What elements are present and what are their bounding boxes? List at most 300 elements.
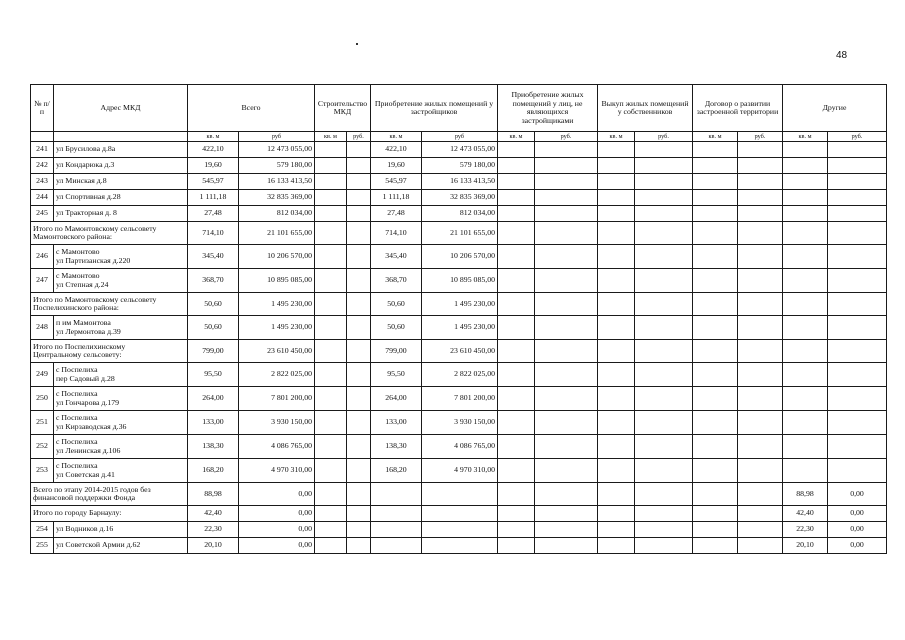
empty-cell	[693, 483, 738, 506]
total-sum: 10 895 085,00	[239, 269, 315, 293]
total-area: 42,40	[188, 506, 239, 522]
developer-area: 799,00	[371, 340, 422, 363]
empty-cell	[693, 158, 738, 174]
empty-cell	[693, 435, 738, 459]
empty-cell	[498, 222, 535, 245]
empty-cell	[535, 459, 598, 483]
empty-cell	[693, 411, 738, 435]
subtotal-row	[31, 340, 887, 363]
address-line: ул Кондарюка д.3	[56, 160, 115, 170]
construction-area	[315, 506, 347, 522]
unit-sqm: кв. м	[371, 132, 422, 142]
empty-cell	[738, 222, 783, 245]
empty-cell	[693, 206, 738, 222]
empty-cell	[738, 522, 783, 538]
total-sum: 812 034,00	[239, 206, 315, 222]
address-line: ул Советской Армии д.62	[56, 540, 141, 550]
empty-cell	[635, 316, 693, 340]
construction-sum	[347, 411, 371, 435]
other-area: 20,10	[783, 538, 828, 554]
address-cell	[54, 206, 188, 222]
empty-cell	[598, 142, 635, 158]
table-row	[31, 363, 887, 387]
other-area	[783, 190, 828, 206]
row-number: 242	[31, 158, 54, 174]
other-area	[783, 363, 828, 387]
empty-cell	[635, 387, 693, 411]
other-area	[783, 387, 828, 411]
empty-cell	[635, 411, 693, 435]
total-sum: 0,00	[239, 483, 315, 506]
developer-area: 1 111,18	[371, 190, 422, 206]
developer-area: 50,60	[371, 316, 422, 340]
developer-sum: 4 086 765,00	[422, 435, 498, 459]
subtotal-label-line: Итого по городу Барнаулу:	[33, 508, 122, 518]
subtotal-label	[31, 483, 188, 506]
empty-cell	[598, 522, 635, 538]
row-number: 253	[31, 459, 54, 483]
address-cell	[54, 522, 188, 538]
empty-cell	[693, 340, 738, 363]
total-sum: 1 495 230,00	[239, 293, 315, 316]
total-area: 264,00	[188, 387, 239, 411]
other-area	[783, 174, 828, 190]
table-row	[31, 206, 887, 222]
unit-sqm: кв. м	[598, 132, 635, 142]
developer-sum: 32 835 369,00	[422, 190, 498, 206]
empty-cell	[738, 506, 783, 522]
empty-cell	[635, 142, 693, 158]
construction-sum	[347, 387, 371, 411]
address-line: ул Лермонтова д.39	[56, 326, 121, 336]
address-line: ул Спортивная д.28	[56, 192, 121, 202]
other-area	[783, 293, 828, 316]
construction-area	[315, 269, 347, 293]
construction-area	[315, 190, 347, 206]
empty-cell	[498, 387, 535, 411]
address-line: ул Тракторная д. 8	[56, 208, 117, 218]
developer-area: 545,97	[371, 174, 422, 190]
construction-area	[315, 158, 347, 174]
other-sum	[828, 245, 887, 269]
other-sum	[828, 387, 887, 411]
other-sum	[828, 363, 887, 387]
empty-cell	[693, 387, 738, 411]
empty-cell	[598, 411, 635, 435]
empty-cell	[693, 363, 738, 387]
empty-cell	[635, 506, 693, 522]
unit-rub: руб.	[535, 132, 598, 142]
empty-cell	[535, 522, 598, 538]
header-construction: Строительство МКД	[315, 85, 371, 132]
empty-cell	[535, 269, 598, 293]
construction-area	[315, 293, 347, 316]
empty-cell	[738, 435, 783, 459]
total-sum: 21 101 655,00	[239, 222, 315, 245]
total-sum: 32 835 369,00	[239, 190, 315, 206]
row-number: 245	[31, 206, 54, 222]
construction-area	[315, 483, 347, 506]
row-number: 241	[31, 142, 54, 158]
housing-resettlement-table	[30, 84, 887, 554]
address-cell	[54, 174, 188, 190]
address-cell	[54, 190, 188, 206]
empty-cell	[635, 206, 693, 222]
empty-cell	[498, 522, 535, 538]
other-sum	[828, 459, 887, 483]
row-number: 244	[31, 190, 54, 206]
address-line: ул Брусилова д.8а	[56, 144, 116, 154]
table-row	[31, 538, 887, 554]
total-sum: 16 133 413,50	[239, 174, 315, 190]
total-area: 95,50	[188, 363, 239, 387]
construction-sum	[347, 506, 371, 522]
empty-cell	[598, 316, 635, 340]
empty-cell	[598, 293, 635, 316]
empty-cell	[535, 538, 598, 554]
total-area: 799,00	[188, 340, 239, 363]
construction-area	[315, 206, 347, 222]
total-area: 50,60	[188, 293, 239, 316]
address-line: пер Садовый д.28	[56, 373, 115, 383]
empty-cell	[535, 293, 598, 316]
empty-cell	[738, 411, 783, 435]
developer-area: 95,50	[371, 363, 422, 387]
subtotal-label-line: Центральному сельсовету:	[33, 350, 122, 359]
other-sum	[828, 206, 887, 222]
empty-cell	[498, 538, 535, 554]
total-sum: 579 180,00	[239, 158, 315, 174]
other-sum	[828, 340, 887, 363]
other-area	[783, 158, 828, 174]
construction-sum	[347, 459, 371, 483]
construction-sum	[347, 158, 371, 174]
total-sum: 7 801 200,00	[239, 387, 315, 411]
total-sum: 12 473 055,00	[239, 142, 315, 158]
empty-cell	[738, 245, 783, 269]
empty-cell	[535, 363, 598, 387]
construction-sum	[347, 190, 371, 206]
empty-cell	[598, 483, 635, 506]
construction-area	[315, 538, 347, 554]
other-sum	[828, 142, 887, 158]
empty-cell	[738, 316, 783, 340]
total-area: 422,10	[188, 142, 239, 158]
row-number: 251	[31, 411, 54, 435]
developer-area	[371, 522, 422, 538]
header-buyout: Выкуп жилых помещений у собственников	[598, 85, 693, 132]
empty-cell	[598, 158, 635, 174]
address-cell	[54, 411, 188, 435]
empty-cell	[598, 269, 635, 293]
total-sum: 0,00	[239, 506, 315, 522]
total-area: 168,20	[188, 459, 239, 483]
developer-sum: 10 206 570,00	[422, 245, 498, 269]
empty-cell	[498, 190, 535, 206]
table-row	[31, 522, 887, 538]
empty-cell	[535, 435, 598, 459]
construction-sum	[347, 174, 371, 190]
total-sum: 0,00	[239, 538, 315, 554]
empty-cell	[498, 506, 535, 522]
address-line: с Мамонтово	[56, 247, 100, 256]
total-area: 133,00	[188, 411, 239, 435]
empty-cell	[498, 340, 535, 363]
subtotal-row	[31, 506, 887, 522]
address-line: ул Минская д.8	[56, 176, 107, 186]
empty-cell	[598, 387, 635, 411]
header-num: № п/п	[31, 85, 54, 132]
empty-cell	[635, 190, 693, 206]
total-area: 27,48	[188, 206, 239, 222]
address-cell	[54, 158, 188, 174]
header-acq-developers: Приобретение жилых помещений у застройщиков	[371, 85, 498, 132]
row-number: 247	[31, 269, 54, 293]
subtotal-label-line: Итого по Мамонтовскому сельсовету	[33, 294, 157, 304]
row-number: 250	[31, 387, 54, 411]
address-line: ул Степная д.24	[56, 279, 109, 289]
units-blank	[54, 132, 188, 142]
total-sum: 0,00	[239, 522, 315, 538]
total-sum: 4 970 310,00	[239, 459, 315, 483]
developer-area: 50,60	[371, 293, 422, 316]
total-sum: 10 206 570,00	[239, 245, 315, 269]
other-sum	[828, 435, 887, 459]
developer-sum	[422, 483, 498, 506]
empty-cell	[498, 435, 535, 459]
other-sum: 0,00	[828, 538, 887, 554]
empty-cell	[635, 538, 693, 554]
construction-area	[315, 222, 347, 245]
empty-cell	[598, 245, 635, 269]
empty-cell	[738, 174, 783, 190]
unit-rub: руб.	[635, 132, 693, 142]
header-other: Другие	[783, 85, 887, 132]
developer-sum: 579 180,00	[422, 158, 498, 174]
empty-cell	[693, 316, 738, 340]
address-line: ул Водников д.16	[56, 524, 114, 534]
empty-cell	[498, 142, 535, 158]
table-row	[31, 174, 887, 190]
other-sum: 0,00	[828, 483, 887, 506]
scan-speck	[356, 43, 358, 45]
developer-area: 168,20	[371, 459, 422, 483]
developer-area: 714,10	[371, 222, 422, 245]
row-number: 248	[31, 316, 54, 340]
empty-cell	[535, 387, 598, 411]
empty-cell	[738, 158, 783, 174]
construction-area	[315, 174, 347, 190]
total-area: 88,98	[188, 483, 239, 506]
subtotal-label	[31, 222, 188, 245]
subtotal-label	[31, 293, 188, 316]
address-cell	[54, 142, 188, 158]
address-line: п им Мамонтова	[56, 318, 111, 327]
developer-sum: 7 801 200,00	[422, 387, 498, 411]
empty-cell	[598, 340, 635, 363]
address-line: ул Партизанская д.220	[56, 255, 131, 265]
empty-cell	[693, 459, 738, 483]
other-sum: 0,00	[828, 522, 887, 538]
subtotal-label-line: Всего по этапу 2014-2015 годов без	[33, 484, 151, 494]
construction-sum	[347, 483, 371, 506]
developer-area: 264,00	[371, 387, 422, 411]
empty-cell	[693, 222, 738, 245]
empty-cell	[738, 340, 783, 363]
address-cell	[54, 269, 188, 293]
other-sum	[828, 158, 887, 174]
empty-cell	[535, 206, 598, 222]
empty-cell	[635, 483, 693, 506]
empty-cell	[635, 522, 693, 538]
empty-cell	[598, 222, 635, 245]
empty-cell	[535, 222, 598, 245]
subtotal-label-line: Поспелихинского района:	[33, 303, 119, 312]
other-area	[783, 316, 828, 340]
empty-cell	[635, 293, 693, 316]
table-row	[31, 190, 887, 206]
empty-cell	[535, 316, 598, 340]
subtotal-label-line: финансовой поддержки Фонда	[33, 493, 136, 502]
construction-area	[315, 387, 347, 411]
construction-area	[315, 316, 347, 340]
table-row	[31, 269, 887, 293]
table-row	[31, 411, 887, 435]
address-line: с Мамонтово	[56, 271, 100, 280]
developer-sum: 3 930 150,00	[422, 411, 498, 435]
empty-cell	[738, 483, 783, 506]
empty-cell	[738, 363, 783, 387]
total-area: 138,30	[188, 435, 239, 459]
developer-sum: 12 473 055,00	[422, 142, 498, 158]
total-sum: 1 495 230,00	[239, 316, 315, 340]
empty-cell	[693, 506, 738, 522]
construction-area	[315, 435, 347, 459]
table-row	[31, 316, 887, 340]
construction-sum	[347, 522, 371, 538]
empty-cell	[738, 538, 783, 554]
construction-sum	[347, 222, 371, 245]
construction-sum	[347, 293, 371, 316]
empty-cell	[635, 435, 693, 459]
address-line: ул Ленинская д.106	[56, 445, 121, 455]
page-number: 48	[836, 50, 848, 61]
empty-cell	[738, 293, 783, 316]
empty-cell	[598, 506, 635, 522]
empty-cell	[535, 245, 598, 269]
empty-cell	[598, 174, 635, 190]
developer-sum: 1 495 230,00	[422, 316, 498, 340]
address-line: с Поспелиха	[56, 437, 98, 446]
developer-area: 422,10	[371, 142, 422, 158]
row-number: 246	[31, 245, 54, 269]
unit-rub: руб	[239, 132, 315, 142]
construction-sum	[347, 363, 371, 387]
developer-area: 19,60	[371, 158, 422, 174]
other-area	[783, 435, 828, 459]
empty-cell	[738, 190, 783, 206]
table-row	[31, 158, 887, 174]
developer-area: 345,40	[371, 245, 422, 269]
empty-cell	[693, 245, 738, 269]
unit-rub: руб.	[347, 132, 371, 142]
other-area: 22,30	[783, 522, 828, 538]
address-line: с Поспелиха	[56, 389, 98, 398]
row-number: 255	[31, 538, 54, 554]
empty-cell	[635, 222, 693, 245]
unit-sqm: кв. м	[315, 132, 347, 142]
total-sum: 2 822 025,00	[239, 363, 315, 387]
address-line: с Поспелиха	[56, 413, 98, 422]
total-area: 1 111,18	[188, 190, 239, 206]
other-area	[783, 411, 828, 435]
other-area	[783, 459, 828, 483]
construction-area	[315, 363, 347, 387]
row-number: 254	[31, 522, 54, 538]
developer-area: 138,30	[371, 435, 422, 459]
other-area	[783, 142, 828, 158]
row-number: 252	[31, 435, 54, 459]
construction-area	[315, 522, 347, 538]
other-sum	[828, 174, 887, 190]
total-sum: 23 610 450,00	[239, 340, 315, 363]
empty-cell	[635, 245, 693, 269]
developer-sum	[422, 538, 498, 554]
empty-cell	[498, 206, 535, 222]
construction-area	[315, 340, 347, 363]
developer-sum: 1 495 230,00	[422, 293, 498, 316]
empty-cell	[738, 269, 783, 293]
address-line: с Поспелиха	[56, 365, 98, 374]
address-line: ул Гончарова д.179	[56, 397, 120, 407]
construction-area	[315, 459, 347, 483]
empty-cell	[635, 340, 693, 363]
subtotal-label	[31, 340, 188, 363]
developer-sum: 21 101 655,00	[422, 222, 498, 245]
developer-sum	[422, 506, 498, 522]
developer-sum	[422, 522, 498, 538]
other-sum	[828, 269, 887, 293]
table-row	[31, 245, 887, 269]
total-area: 20,10	[188, 538, 239, 554]
subtotal-label-line: Итого по Мамонтовскому сельсовету	[33, 223, 157, 233]
construction-sum	[347, 245, 371, 269]
developer-area	[371, 483, 422, 506]
developer-area: 133,00	[371, 411, 422, 435]
total-area: 714,10	[188, 222, 239, 245]
empty-cell	[635, 269, 693, 293]
empty-cell	[498, 459, 535, 483]
subtotal-row	[31, 293, 887, 316]
empty-cell	[498, 363, 535, 387]
developer-sum: 812 034,00	[422, 206, 498, 222]
other-sum: 0,00	[828, 506, 887, 522]
total-area: 368,70	[188, 269, 239, 293]
total-sum: 4 086 765,00	[239, 435, 315, 459]
row-number: 249	[31, 363, 54, 387]
developer-sum: 23 610 450,00	[422, 340, 498, 363]
empty-cell	[535, 174, 598, 190]
subtotal-label-line: Итого по Поспелихинскому	[33, 341, 126, 351]
empty-cell	[498, 483, 535, 506]
empty-cell	[693, 190, 738, 206]
empty-cell	[635, 158, 693, 174]
empty-cell	[535, 411, 598, 435]
header-address: Адрес МКД	[54, 85, 188, 132]
total-area: 19,60	[188, 158, 239, 174]
total-area: 22,30	[188, 522, 239, 538]
total-area: 50,60	[188, 316, 239, 340]
